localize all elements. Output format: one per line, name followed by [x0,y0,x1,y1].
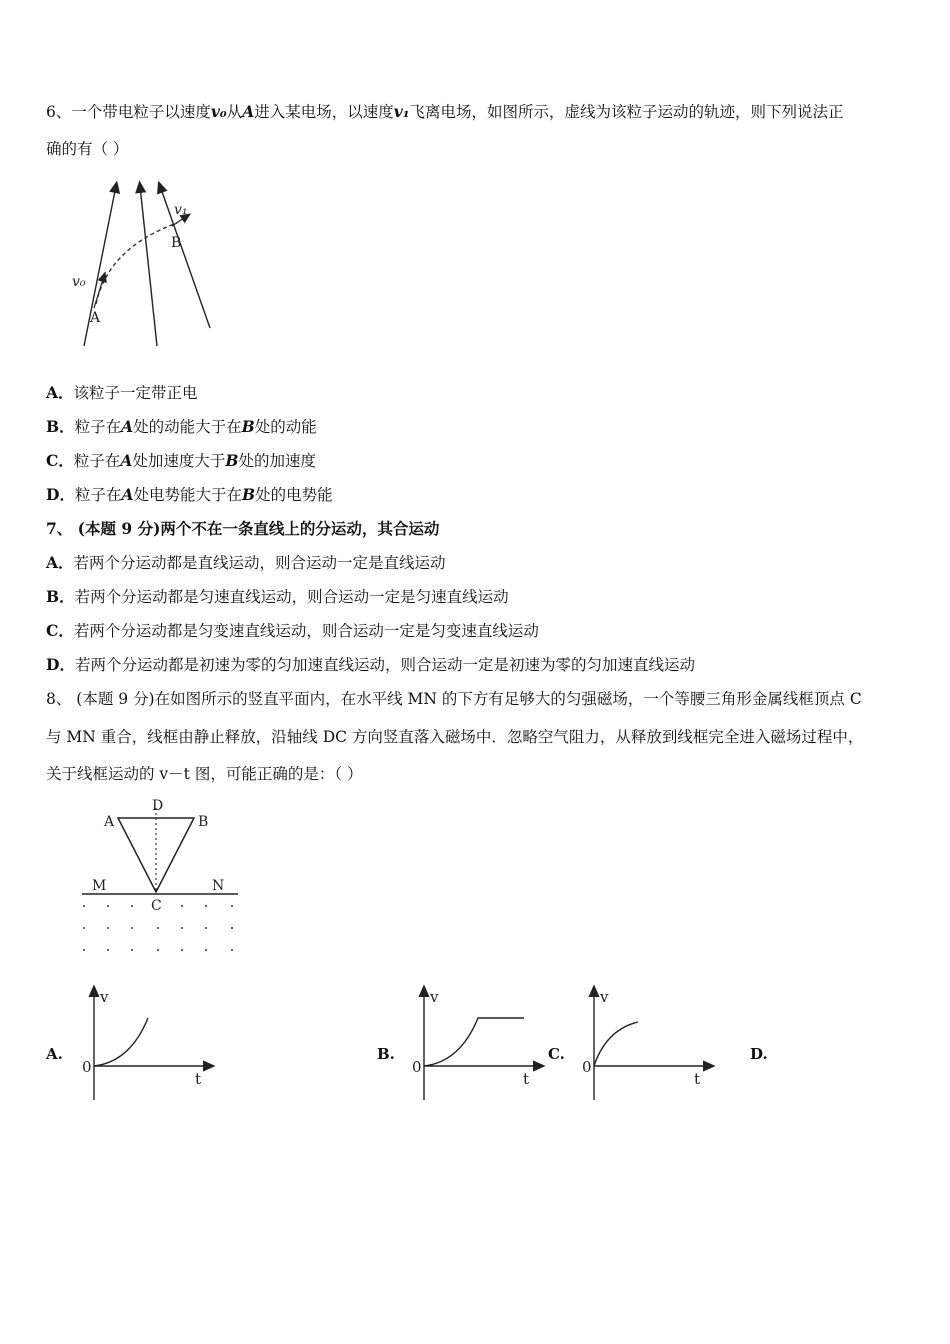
q8-stem-line3: 关于线框运动的 v－t 图，可能正确的是：（ ） [46,765,363,783]
q7-option-a[interactable]: A．若两个分运动都是直线运动，则合运动一定是直线运动 [46,553,446,572]
q7-stem: 7、 (本题 9 分)两个不在一条直线上的分运动，其合运动 [46,519,440,538]
label-N: N [212,878,225,894]
label-C: C [151,898,162,914]
vt-curve [424,1018,524,1066]
q6-stem-line2: 确的有（ ） [46,140,129,158]
q8-stem-line2: 与 MN 重合，线框由静止释放，沿轴线 DC 方向竖直落入磁场中．忽略空气阻力，从释放到线框完全进入磁场过程中， [46,728,864,746]
origin-label: 0 [82,1058,92,1076]
q6-option-a[interactable]: A．该粒子一定带正电 [46,383,198,402]
axis-t-label: t [694,1070,701,1088]
axis-v-label: v [600,988,609,1006]
graph-c[interactable] [580,986,720,1106]
q7-option-d[interactable]: D．若两个分运动都是初速为零的匀加速直线运动，则合运动一定是初速为零的匀加速直线运动 [46,655,695,674]
graph-c-label[interactable]: C. [548,1045,565,1063]
q6-option-b[interactable]: B．粒子在A处的动能大于在B处的动能 [46,417,317,436]
label-v1: v₁ [174,202,188,218]
label-A: A [90,310,101,326]
origin-label: 0 [582,1058,592,1076]
axis-t-label: t [195,1070,202,1088]
axis-t-label: t [523,1070,530,1088]
label-B: B [198,814,209,830]
q6-option-c[interactable]: C．粒子在A处加速度大于B处的加速度 [46,451,317,470]
label-B: B [171,235,182,251]
q8-stem-line1: 8、 (本题 9 分)在如图所示的竖直平面内，在水平线 MN 的下方有足够大的匀强磁场，一个等腰三角形金属线框顶点 C [46,690,862,708]
graph-b-label[interactable]: B. [377,1045,395,1063]
field-line-2 [140,186,157,346]
graph-d-label[interactable]: D. [750,1045,768,1063]
q6-option-d[interactable]: D．粒子在A处电势能大于在B处的电势能 [46,485,333,504]
label-D: D [152,798,164,814]
q7-option-b[interactable]: B．若两个分运动都是匀速直线运动，则合运动一定是匀速直线运动 [46,587,509,606]
q6-field-diagram [60,176,230,356]
q7-option-c[interactable]: C．若两个分运动都是匀变速直线运动，则合运动一定是匀变速直线运动 [46,621,539,640]
vt-curve [594,1022,638,1066]
trajectory-dashed [96,223,177,304]
graph-a-label[interactable]: A. [46,1045,63,1063]
graph-a[interactable] [80,986,220,1106]
vt-curve [94,1018,148,1066]
label-A: A [104,814,115,830]
axis-v-label: v [430,988,439,1006]
q8-triangle-diagram [78,794,248,964]
q6-stem-line1: 6、一个带电粒子以速度v₀从A进入某电场，以速度v₁飞离电场，如图所示，虚线为该粒子运动的轨迹，则下列说法正 [46,102,844,121]
label-v0: v₀ [72,274,86,290]
origin-label: 0 [412,1058,422,1076]
label-M: M [92,878,107,894]
graph-b[interactable] [410,986,550,1106]
axis-v-label: v [100,988,109,1006]
